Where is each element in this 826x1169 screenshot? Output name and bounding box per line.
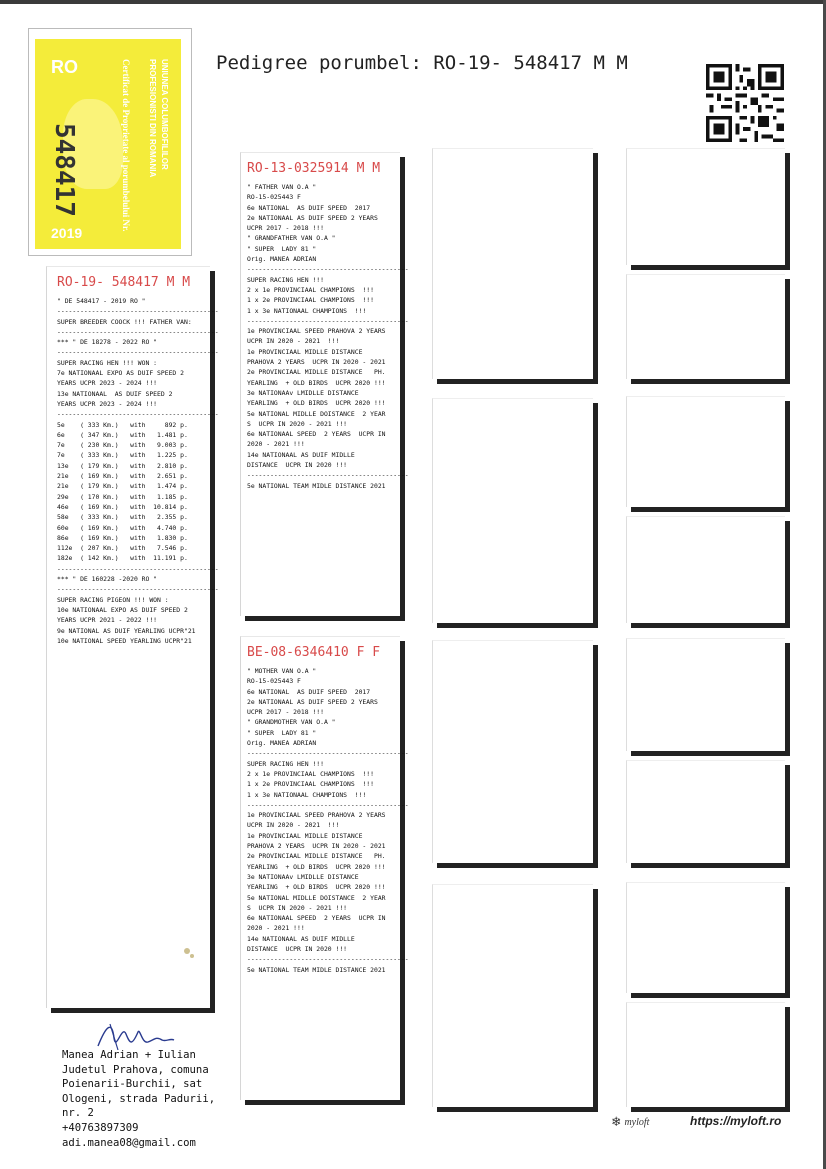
brand-name: myloft bbox=[624, 1116, 650, 1128]
certificate-line2: UNIUNEA COLUMBOFILILOR bbox=[160, 59, 169, 170]
sire-card bbox=[240, 152, 409, 616]
ancestor-card-empty bbox=[432, 148, 593, 379]
brand-url[interactable]: https://myloft.ro bbox=[690, 1114, 782, 1128]
certificate-line1: Certificat de Proprietate al porumbelului Nr. bbox=[121, 59, 131, 232]
paper-stain bbox=[184, 948, 190, 954]
dam-card bbox=[240, 636, 409, 1100]
sire-ring: RO-13-0325914 M M bbox=[247, 161, 381, 176]
ancestor-card-empty bbox=[626, 638, 785, 751]
main-pigeon-card bbox=[46, 266, 219, 1008]
footer-brand[interactable] bbox=[612, 1114, 782, 1130]
paper-stain bbox=[190, 954, 194, 958]
ancestor-card-empty bbox=[626, 148, 785, 265]
dam-ring: BE-08-6346410 F F bbox=[247, 645, 381, 660]
ancestor-card-empty bbox=[626, 1002, 785, 1107]
certificate-ring-number: 548417 bbox=[49, 123, 79, 217]
ancestor-card-empty bbox=[626, 516, 785, 623]
top-border bbox=[0, 0, 826, 4]
ancestor-card-empty bbox=[626, 274, 785, 379]
page-title: Pedigree porumbel: RO-19- 548417 M M bbox=[216, 52, 628, 74]
ancestor-card-empty bbox=[626, 396, 785, 507]
ancestor-card-empty bbox=[432, 640, 593, 863]
dam-details: " MOTHER VAN O.A " RO-15-025443 F 6e NATIONAL AS DUIF SPEED 2017 2e NATIONAAL AS DUIF SPEED 2 YEARS UCPR 2017 - 2018 !!! " GRANDMOTHER VAN O.A " " SUPER LADY 81 " Orig. MANEA ADRIAN ------------------------------------------ SUPER RACING HEN !!! 2 x 1e PROVINCIAAL CHAMPIONS !!! 1 x 2e PROVINCIAAL CHAMPIONS !!! 1 x 3e NATIONAAL CHAMPIONS !!! ------------------------------------------ 1e PROVINCIAAL SPEED PRAHOVA 2 YEARS UCPR IN 2020 - 2021 !!! 1e PROVINCIAAL MIDLLE DISTANCE PRAHOVA 2 YEARS UCPR IN 2020 - 2021 2e PROVINCIAAL MIDLLE DISTANCE PH. YEARLING + OLD BIRDS UCPR 2020 !!! 3e NATIONAAv LMIDLLE DISTANCE YEARLING + OLD BIRDS UCPR 2020 !!! 5e NATIONAL MIDLLE DOISTANCE 2 YEAR S UCPR IN 2020 - 2021 !!! 6e NATIONAAL SPEED 2 YEARS UCPR IN 2020 - 2021 !!! 14e NATIONAAL AS DUIF MIDLLE DISTANCE UCPR IN 2020 !!! ------------------------------------------ 5e NATIONAL TEAM MIDLE DISTANCE 2021 bbox=[247, 667, 409, 974]
breeder-contact: Manea Adrian + Iulian Judetul Prahova, comuna Poienarii-Burchii, sat Ologeni, strada Padurii, nr. 2 +40763897309 adi.manea08@gmail.com bbox=[62, 1049, 216, 1149]
qr-code-icon[interactable] bbox=[706, 64, 784, 142]
ancestor-card-empty bbox=[626, 760, 785, 863]
main-pigeon-ring: RO-19- 548417 M M bbox=[57, 275, 191, 290]
ownership-certificate bbox=[28, 28, 192, 256]
ancestor-card-empty bbox=[432, 884, 593, 1107]
certificate-line3: PROFESIONISTI DIN ROMANIA bbox=[148, 59, 157, 178]
certificate-country: RO bbox=[51, 57, 78, 77]
main-pigeon-details: " DE 548417 - 2019 RO " ------------------------------------------ SUPER BREEDER COOCK !!! FATHER VAN: ------------------------------------------ *** " DE 18278 - 2022 RO " ------------------------------------------ SUPER RACING HEN !!! WON : 7e NATIONAAL EXPO AS DUIF SPEED 2 YEARS UCPR 2023 - 2024 !!! 13e NATIONAAL AS DUIF SPEED 2 YEARS UCPR 2023 - 2024 !!! ------------------------------------------ 5e ( 333 Km.) with 892 p. 6e ( 347 Km.) with 1.481 p. 7e ( 230 Km.) with 9.003 p. 7e ( 333 Km.) with 1.225 p. 13e ( 179 Km.) with 2.810 p. 21e ( 169 Km.) with 2.651 p. 21e ( 179 Km.) with 1.474 p. 29e ( 170 Km.) with 1.185 p. 46e ( 169 Km.) with 10.814 p. 58e ( 333 Km.) with 2.355 p. 60e ( 169 Km.) with 4.740 p. 86e ( 169 Km.) with 1.830 p. 112e ( 207 Km.) with 7.546 p. 182e ( 142 Km.) with 11.191 p. ------------------------------------------ *** " DE 160228 -2020 RO " ------------------------------------------ SUPER RACING PIGEON !!! WON : 10e NATIONAAL EXPO AS DUIF SPEED 2 YEARS UCPR 2021 - 2022 !!! 9e NATIONAL AS DUIF YEARLING UCPR"21 10e NATIONAL SPEED YEARLING UCPR"21 bbox=[57, 297, 219, 645]
certificate-card bbox=[35, 39, 181, 249]
ancestor-card-empty bbox=[626, 882, 785, 993]
bird-icon: ❄ bbox=[612, 1114, 621, 1130]
sire-details: " FATHER VAN O.A " RO-15-025443 F 6e NATIONAL AS DUIF SPEED 2017 2e NATIONAAL AS DUIF SPEED 2 YEARS UCPR 2017 - 2018 !!! " GRANDFATHER VAN O.A " " SUPER LADY 81 " Orig. MANEA ADRIAN ------------------------------------------ SUPER RACING HEN !!! 2 x 1e PROVINCIAAL CHAMPIONS !!! 1 x 2e PROVINCIAAL CHAMPIONS !!! 1 x 3e NATIONAAL CHAMPIONS !!! ------------------------------------------ 1e PROVINCIAAL SPEED PRAHOVA 2 YEARS UCPR IN 2020 - 2021 !!! 1e PROVINCIAAL MIDLLE DISTANCE PRAHOVA 2 YEARS UCPR IN 2020 - 2021 2e PROVINCIAAL MIDLLE DISTANCE PH. YEARLING + OLD BIRDS UCPR 2020 !!! 3e NATIONAAv LMIDLLE DISTANCE YEARLING + OLD BIRDS UCPR 2020 !!! 5e NATIONAL MIDLLE DOISTANCE 2 YEAR S UCPR IN 2020 - 2021 !!! 6e NATIONAAL SPEED 2 YEARS UCPR IN 2020 - 2021 !!! 14e NATIONAAL AS DUIF MIDLLE DISTANCE UCPR IN 2020 !!! ------------------------------------------ 5e NATIONAL TEAM MIDLE DISTANCE 2021 bbox=[247, 183, 409, 490]
ancestor-card-empty bbox=[432, 398, 593, 623]
certificate-year: 2019 bbox=[51, 225, 83, 241]
